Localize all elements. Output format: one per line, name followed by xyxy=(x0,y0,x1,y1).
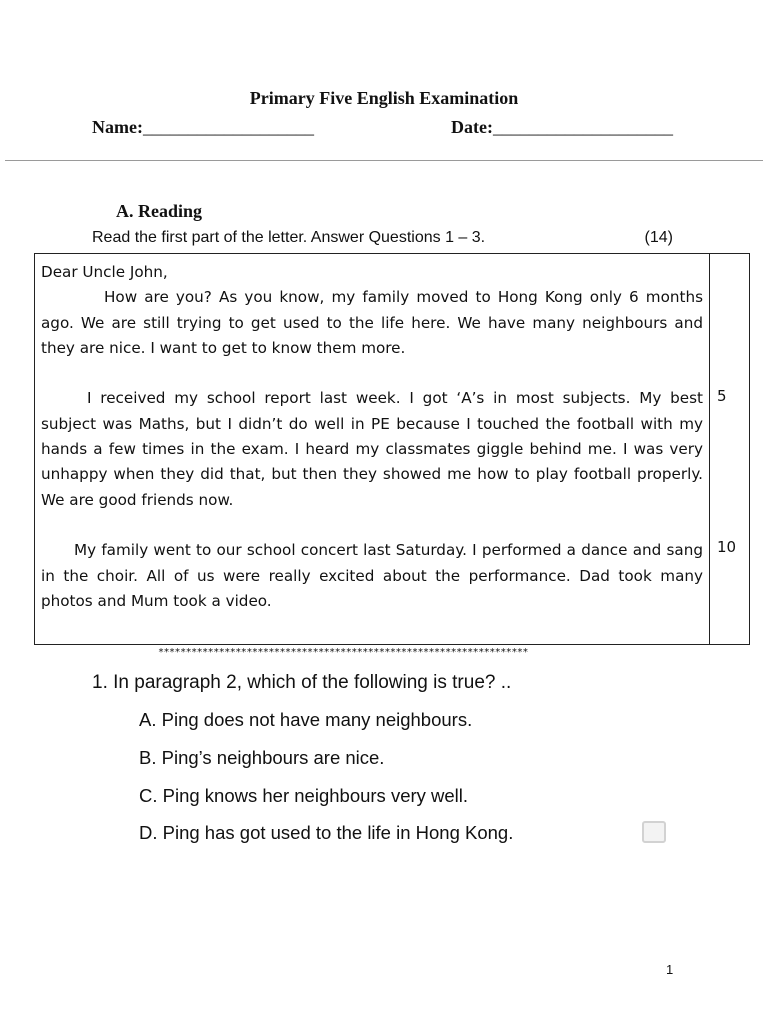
option-c[interactable]: C. Ping knows her neighbours very well. xyxy=(139,785,469,806)
date-blank: ____________________ xyxy=(492,117,673,137)
marks-text: (14) xyxy=(644,229,673,246)
date-line xyxy=(451,117,673,138)
answer-box[interactable] xyxy=(642,821,666,843)
letter-box-bottom-border xyxy=(34,644,750,645)
header-divider xyxy=(5,160,763,161)
option-d[interactable]: D. Ping has got used to the life in Hong Kong. xyxy=(139,822,514,843)
letter-paragraph-3: My family went to our school concert last Saturday. I performed a dance and sang in the choir. All of us were really excited about the performance. Dad took many photos and Mum took a video. xyxy=(41,541,703,610)
question-1: 1. In paragraph 2, which of the following is true? .. xyxy=(92,672,512,693)
exam-title: Primary Five English Examination xyxy=(249,88,519,108)
page-number: 1 xyxy=(666,962,674,977)
instruction-line xyxy=(92,229,673,247)
line-number-10: 10 xyxy=(717,538,737,556)
star-separator: ******************************************************************* xyxy=(158,647,528,658)
name-blank: ___________________ xyxy=(142,117,314,137)
letter-box xyxy=(34,253,750,644)
option-a[interactable]: A. Ping does not have many neighbours. xyxy=(139,709,473,730)
letter-text xyxy=(41,260,703,614)
letter-greeting: Dear Uncle John, xyxy=(41,263,168,281)
line-number-5: 5 xyxy=(717,387,727,405)
instruction-text: Read the first part of the letter. Answer Questions 1 – 3. xyxy=(92,229,486,246)
option-b[interactable]: B. Ping’s neighbours are nice. xyxy=(139,747,385,768)
section-heading: A. Reading xyxy=(116,201,203,221)
date-label: Date: xyxy=(451,117,493,137)
letter-paragraph-1: How are you? As you know, my family moved to Hong Kong only 6 months ago. We are still trying to get used to the life here. We have many neighbours and they are nice. I want to get to know them more. xyxy=(41,288,703,357)
name-label: Name: xyxy=(92,117,143,137)
name-line xyxy=(92,117,314,138)
letter-paragraph-2: I received my school report last week. I got ‘A’s in most subjects. My best subject was Maths, but I didn’t do well in PE because I touched the football with my hands a few times in the exam. I heard my classmates giggle behind me. I was very unhappy when they did that, but then they showed me how to play football properly. We are good friends now. xyxy=(41,389,703,509)
